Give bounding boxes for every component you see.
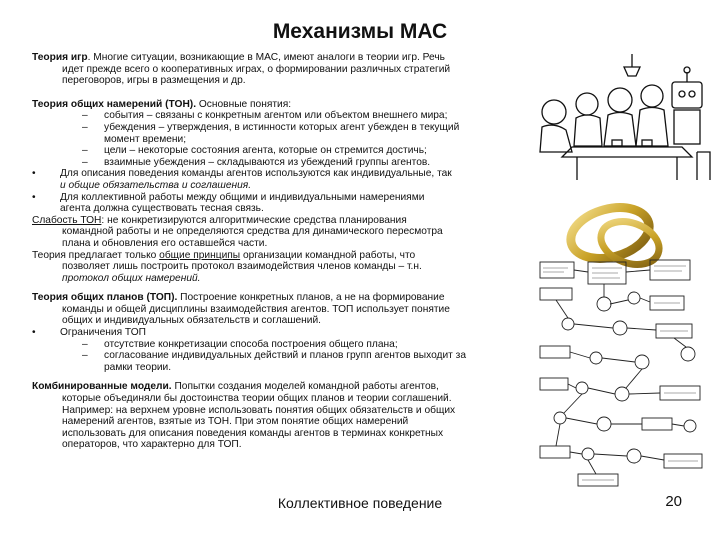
page-title: Механизмы МАС: [272, 20, 448, 43]
list-item: • Для коллективной работы между общими и индивидуальными намерениями агента должна существовать тесная связь.: [32, 191, 425, 215]
slide-body: [32, 52, 528, 451]
list-item: – события – связаны с конкретным агентом или объектом внешнего мира;: [82, 110, 448, 122]
games-heading: Теория игр: [32, 52, 88, 63]
page-number: 20: [665, 493, 682, 510]
list-item: – взаимные убеждения – складываются из убеждений группы агентов.: [82, 156, 431, 168]
top-paragraph: Теория общих планов (ТОП). Построение конкретных планов, а не на формирование команды и общей дисциплины взаимодействия агентов. ТОП использует понятие общих и индивидуальных обязательств и соглашений.: [32, 292, 450, 327]
ton-proposal: Теория предлагает только общие принципы организации командной работы, что позволяет лишь построить протокол взаимодействия членов команды – т.н. протокол общих намерений.: [32, 249, 422, 284]
list-item: • Ограничения ТОП: [32, 327, 146, 339]
list-item: • Для описания поведения команды агентов используются как индивидуальные, так и общие обязательства и соглашения.: [32, 168, 452, 191]
list-item: – отсутствие конкретизации способа построения общего плана;: [82, 338, 398, 350]
footer-label: Коллективное поведение: [277, 495, 443, 511]
cartoon-illustration: [532, 52, 714, 184]
flow-diagram: [538, 258, 716, 490]
list-item: – согласование индивидуальных действий и планов групп агентов выходит за рамки теории.: [82, 350, 467, 373]
list-item: – убеждения – утверждения, в истинности которых агент убежден в текущий момент времени;: [82, 121, 460, 145]
ton-paragraph: Теория общих намерений (ТОН). Основные понятия:: [32, 98, 292, 110]
combined-heading: Комбинированные модели.: [32, 381, 172, 393]
ton-weakness: Слабость ТОН: не конкретизируются алгоритмические средства планирования командной работы и не определяются средства для динамического пересмотра плана и обновления его оставшейся части.: [32, 214, 443, 249]
top-heading: Теория общих планов (ТОП).: [32, 292, 178, 304]
games-paragraph: Теория игр. Многие ситуации, возникающие в МАС, имеют аналоги в теории игр. Речь идет прежде всего о кооперативных играх, о формировании различных стратегий переговоров, игры в размещения и др.: [32, 52, 451, 87]
ton-heading: Теория общих намерений (ТОН).: [32, 98, 197, 110]
combined-paragraph: Комбинированные модели. Попытки создания моделей командной работы агентов, которые объединяли бы достоинства теории общих планов и теории соглашений. Например: на верхнем уровне использовать понятия общих обязательств и общих намерений агентов, взятые из ТОН. При этом понятие общих намерений использовать для описания поведения команды агентов в терминах конкретных операторов, что характерно для ТОП.: [32, 381, 456, 451]
list-item: – цели – некоторые состояния агента, которые он стремится достичь;: [82, 145, 427, 157]
